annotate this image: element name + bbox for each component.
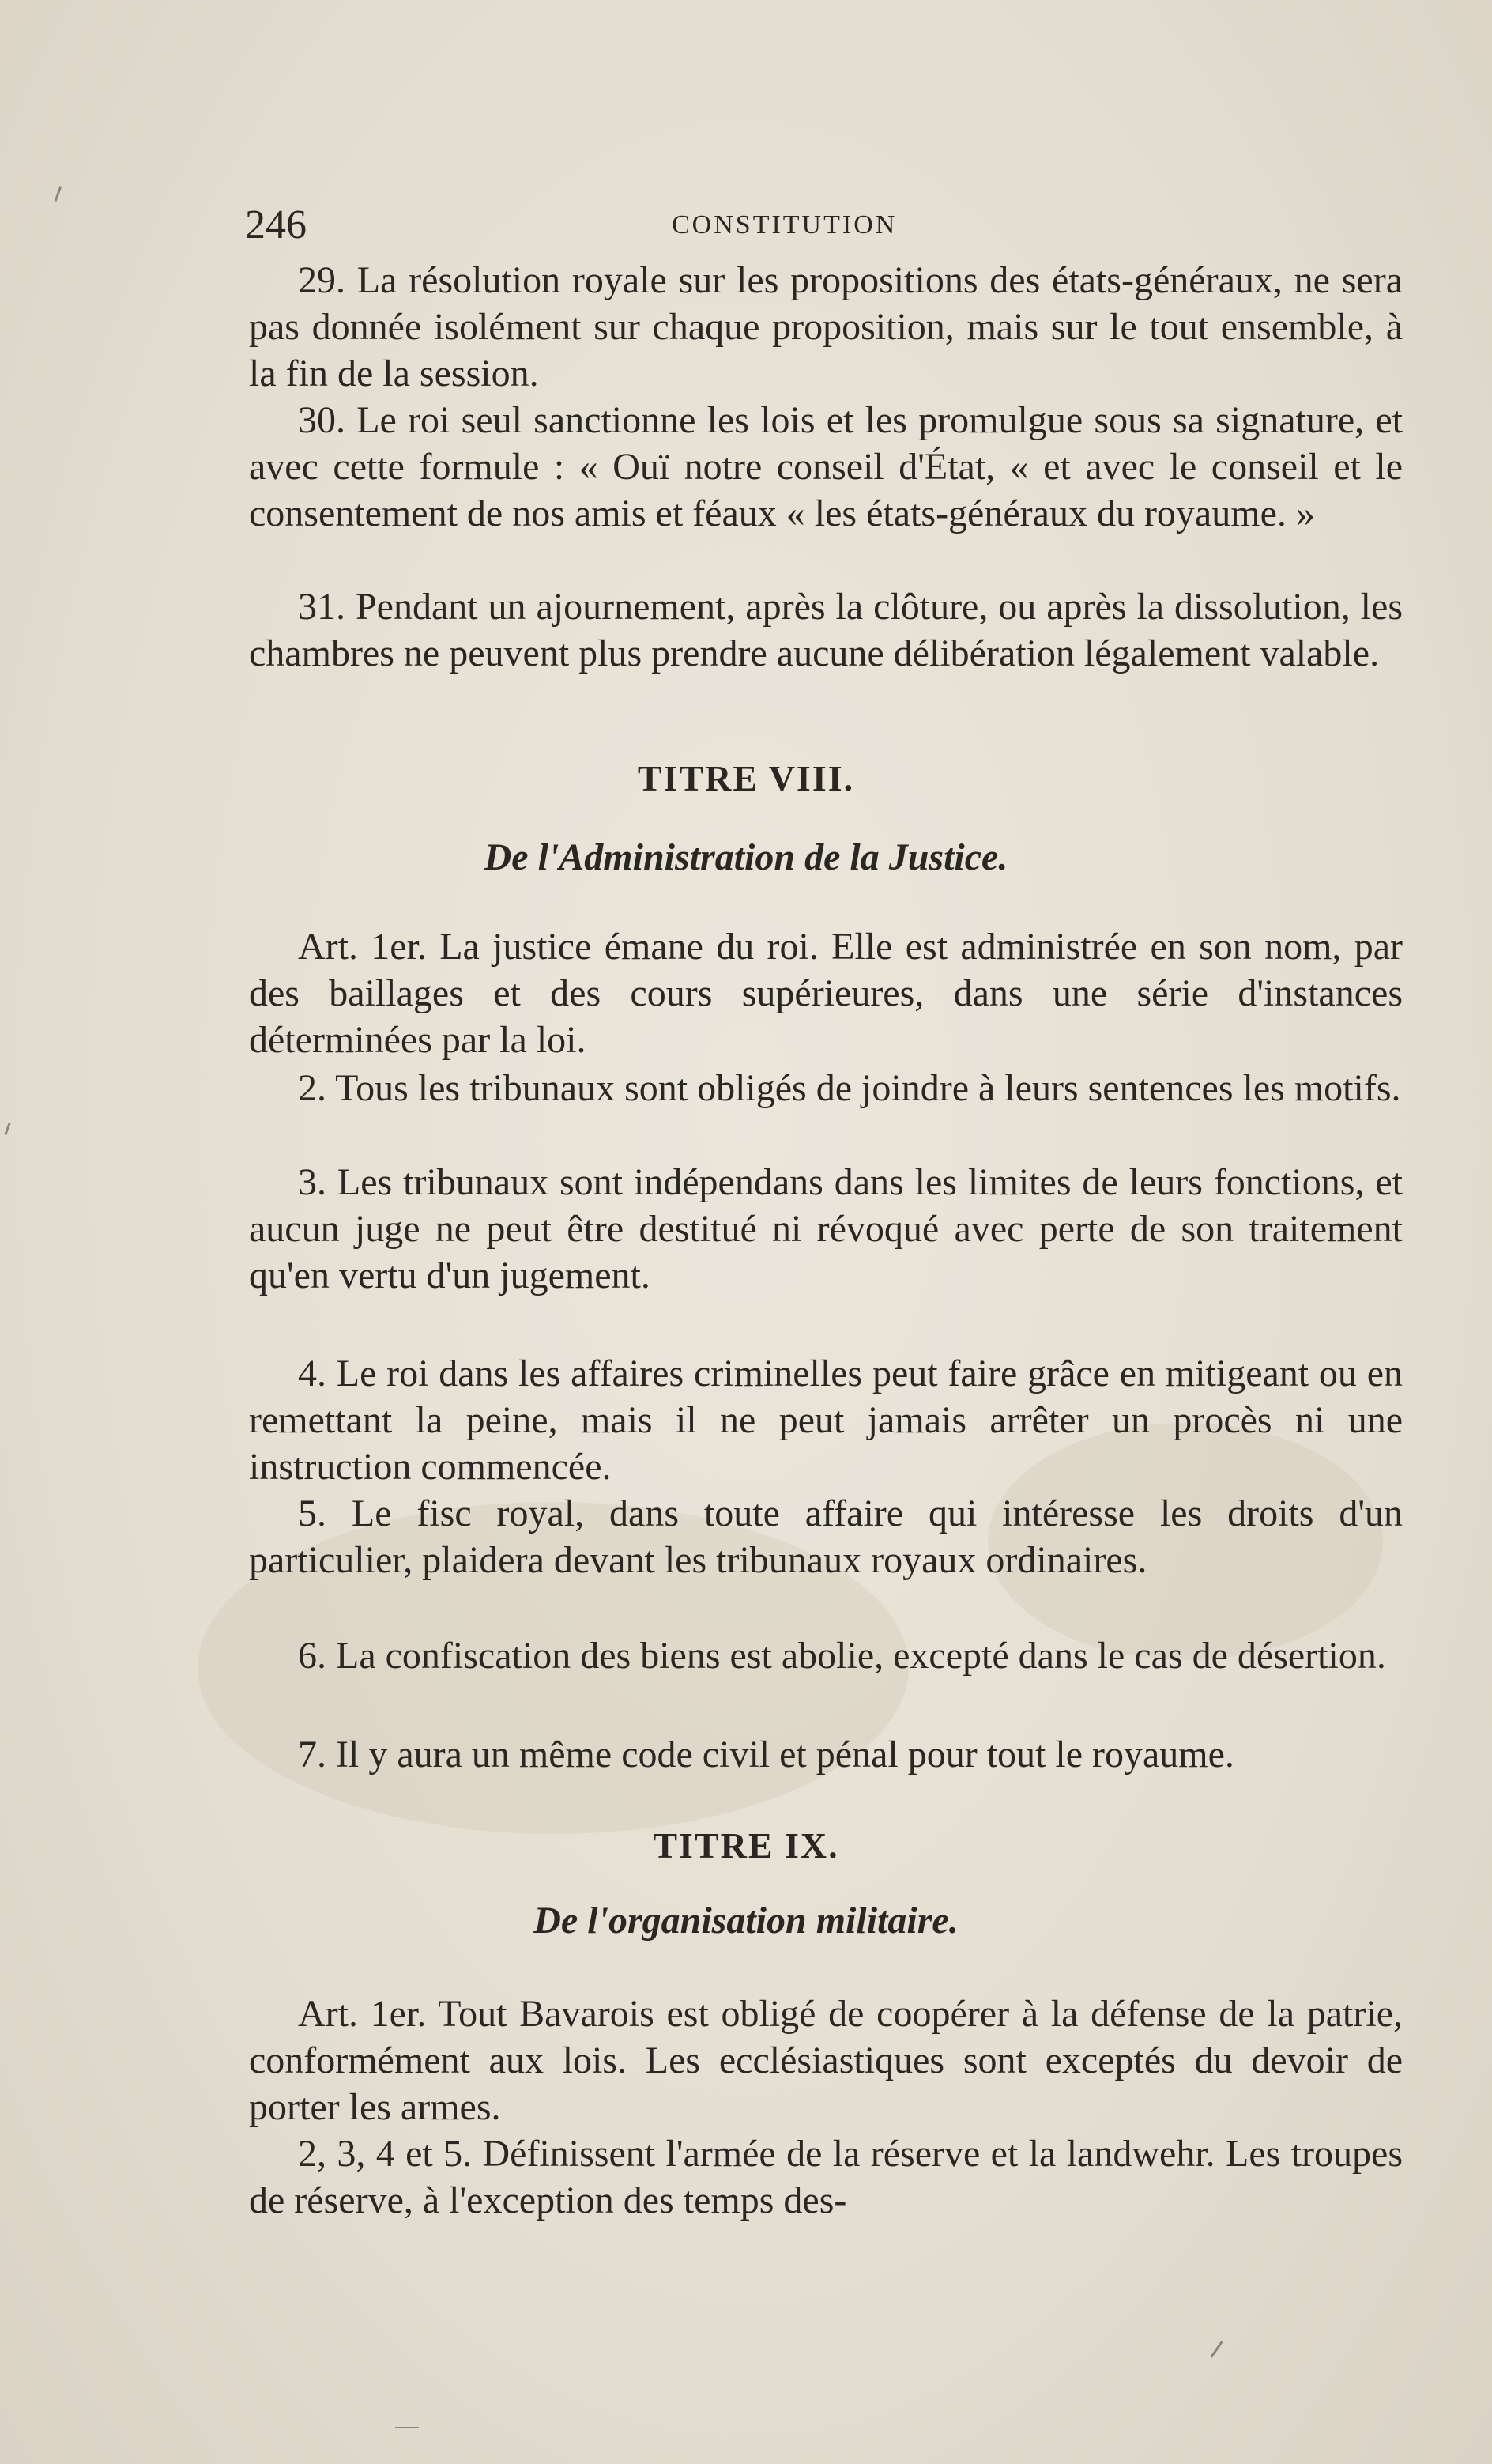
running-head: CONSTITUTION: [672, 210, 898, 240]
titre-viii-article-3: 3. Les tribunaux sont indépendans dans les limites de leurs fonctions, et aucun juge ne peut être destitué ni révoqué avec perte de son traitement qu'en vertu d'un jugement.: [249, 1161, 1403, 1296]
page-number: 246: [245, 202, 307, 247]
titre-viii-article-2: 2. Tous les tribunaux sont obligés de joindre à leurs sentences les motifs.: [298, 1067, 1401, 1109]
paper-speck: [395, 2427, 419, 2428]
article-31: 31. Pendant un ajournement, après la clôture, ou après la dissolution, les chambres ne peuvent plus prendre aucune délibération légalement valable.: [249, 586, 1403, 674]
paper-speck: [1210, 2341, 1223, 2357]
titre-viii-article-6: 6. La confiscation des biens est abolie, excepté dans le cas de désertion.: [298, 1635, 1386, 1677]
titre-ix-articles-2-5: 2, 3, 4 et 5. Définissent l'armée de la réserve et la landwehr. Les troupes de réserve, à l'exception des temps des-: [249, 2133, 1403, 2221]
page-header: [245, 198, 1399, 253]
paper-speck: [4, 1123, 10, 1135]
titre-ix-subtitle: De l'organisation militaire.: [533, 1900, 959, 1941]
titre-viii-article-7: 7. Il y aura un même code civil et pénal pour tout le royaume.: [298, 1734, 1234, 1775]
titre-viii-article-5: 5. Le fisc royal, dans toute affaire qui intéresse les droits d'un particulier, plaidera devant les tribunaux royaux ordinaires.: [249, 1492, 1403, 1581]
paper-speck: [55, 186, 62, 202]
titre-viii-article-4: 4. Le roi dans les affaires criminelles peut faire grâce en mitigeant ou en remettant la peine, mais il ne peut jamais arrêter un procès ni une instruction commencée.: [249, 1353, 1403, 1488]
article-29: 29. La résolution royale sur les propositions des états-généraux, ne sera pas donnée isolément sur chaque proposition, mais sur le tout ensemble, à la fin de la session.: [249, 259, 1403, 394]
titre-ix-article-1: Art. 1er. Tout Bavarois est obligé de coopérer à la défense de la patrie, conformément aux lois. Les ecclésiastiques sont exceptés du devoir de porter les armes.: [249, 1993, 1403, 2128]
titre-viii-article-1: Art. 1er. La justice émane du roi. Elle est administrée en son nom, par des baillages et des cours supérieures, dans une série d'instances déterminées par la loi.: [249, 926, 1403, 1061]
article-30: 30. Le roi seul sanctionne les lois et les promulgue sous sa signature, et avec cette formule : « Ouï notre conseil d'État, « et avec le conseil et le consentement de nos amis et féaux « les états-généraux du royaume. »: [249, 399, 1403, 534]
titre-viii-heading: TITRE VIII.: [637, 758, 855, 798]
titre-viii-subtitle: De l'Administration de la Justice.: [484, 836, 1008, 878]
titre-ix-heading: TITRE IX.: [653, 1825, 839, 1866]
